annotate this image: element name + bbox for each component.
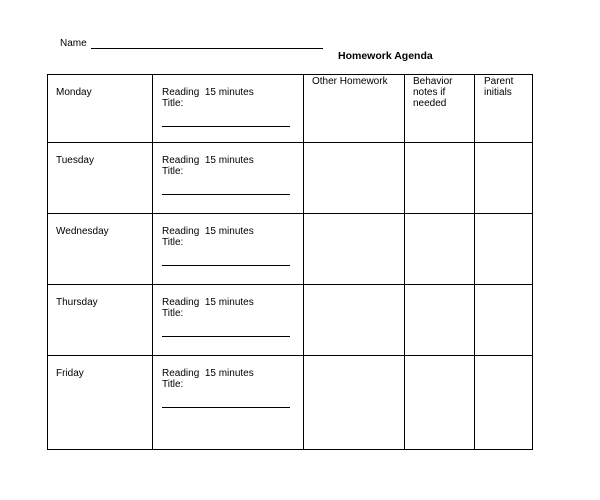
other-homework-cell[interactable]	[304, 285, 405, 356]
table-row	[48, 214, 533, 285]
reading-label: Reading	[162, 226, 200, 237]
reading-label: Reading	[162, 155, 200, 166]
reading-duration: 15 minutes	[204, 368, 254, 379]
behavior-notes-header: Behavior notes if needed	[413, 76, 453, 109]
behavior-notes-cell[interactable]	[405, 356, 475, 450]
other-homework-cell[interactable]	[304, 214, 405, 285]
page-title: Homework Agenda	[338, 50, 433, 62]
day-label: Tuesday	[56, 155, 94, 166]
title-input-line[interactable]	[162, 407, 290, 408]
reading-label: Reading	[162, 87, 200, 98]
reading-cell	[153, 75, 303, 127]
reading-label: Reading	[162, 297, 200, 308]
day-label: Monday	[56, 87, 92, 98]
parent-initials-cell[interactable]	[475, 285, 533, 356]
reading-cell	[153, 356, 303, 408]
title-input-line[interactable]	[162, 336, 290, 337]
reading-cell	[153, 285, 303, 337]
title-label: Title:	[162, 308, 184, 319]
reading-cell	[153, 143, 303, 195]
parent-initials-cell[interactable]	[475, 143, 533, 214]
reading-duration: 15 minutes	[204, 87, 254, 98]
reading-label: Reading	[162, 368, 200, 379]
title-label: Title:	[162, 379, 184, 390]
parent-initials-header: Parent initials	[484, 76, 514, 98]
name-input-line[interactable]	[91, 38, 323, 49]
reading-duration: 15 minutes	[204, 226, 254, 237]
other-homework-cell[interactable]	[304, 356, 405, 450]
name-label: Name	[60, 38, 87, 49]
title-input-line[interactable]	[162, 265, 290, 266]
title-input-line[interactable]	[162, 126, 290, 127]
table-row	[48, 356, 533, 450]
parent-initials-cell[interactable]	[475, 356, 533, 450]
behavior-notes-cell[interactable]	[405, 214, 475, 285]
title-label: Title:	[162, 98, 184, 109]
title-label: Title:	[162, 166, 184, 177]
parent-initials-cell[interactable]	[475, 214, 533, 285]
other-homework-header: Other Homework	[312, 76, 388, 87]
title-label: Title:	[162, 237, 184, 248]
day-label: Thursday	[56, 297, 98, 308]
reading-cell	[153, 214, 303, 266]
agenda-table	[47, 74, 533, 450]
table-row	[48, 143, 533, 214]
reading-duration: 15 minutes	[204, 297, 254, 308]
behavior-notes-cell[interactable]	[405, 285, 475, 356]
other-homework-cell[interactable]	[304, 143, 405, 214]
table-row	[48, 285, 533, 356]
table-row	[48, 75, 533, 143]
day-label: Friday	[56, 368, 84, 379]
title-input-line[interactable]	[162, 194, 290, 195]
reading-duration: 15 minutes	[204, 155, 254, 166]
day-label: Wednesday	[56, 226, 109, 237]
name-field	[60, 38, 323, 49]
behavior-notes-cell[interactable]	[405, 143, 475, 214]
